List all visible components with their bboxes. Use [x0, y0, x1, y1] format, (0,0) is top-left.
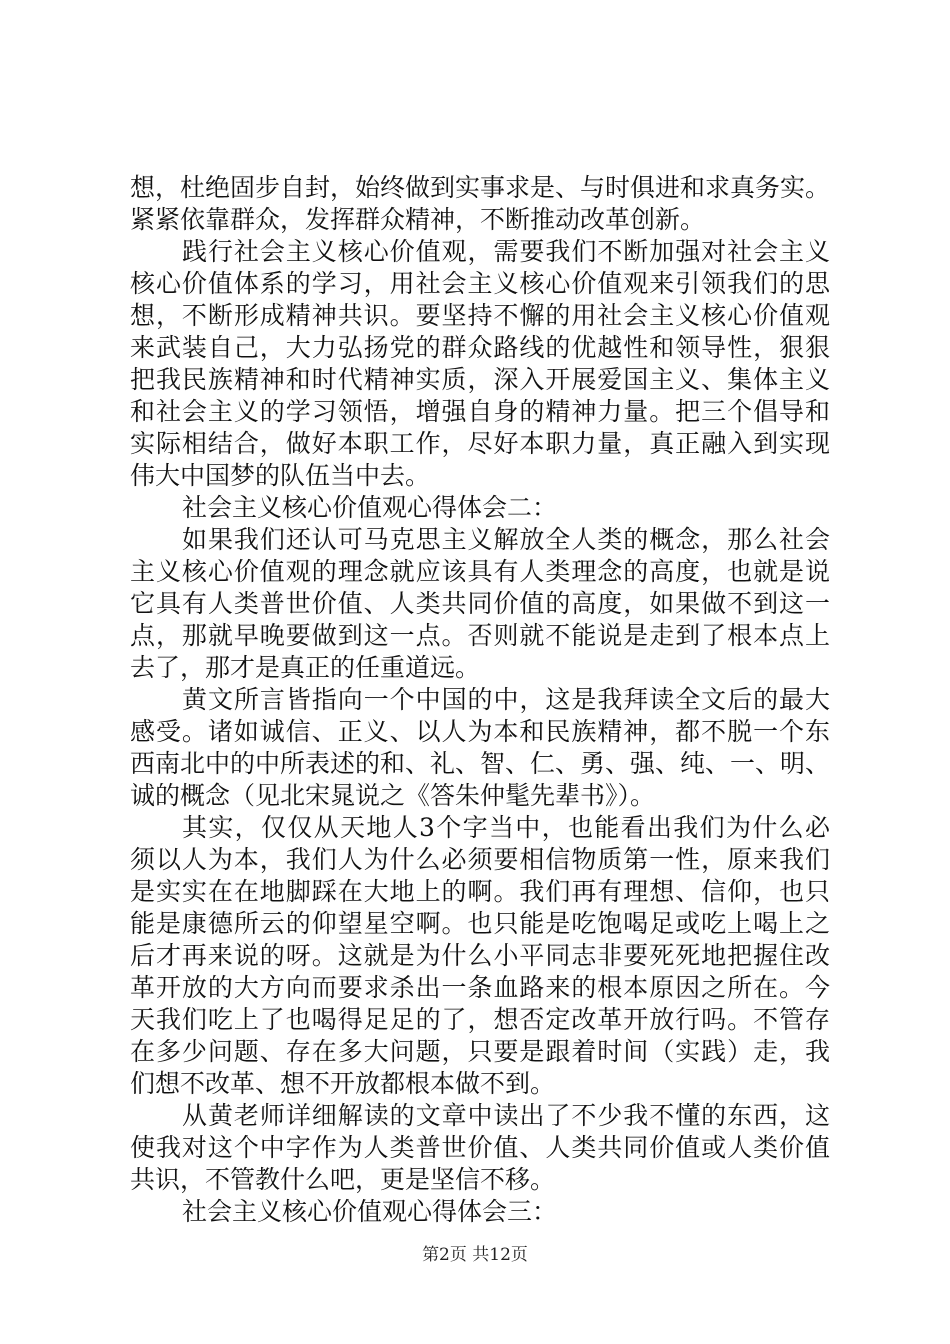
paragraph-start-line: 黄文所言皆指向一个中国的中，这是我拜读全文后的最大	[182, 685, 830, 714]
text-line: 使我对这个中字作为人类普世价值、人类共同价值或人类价值	[130, 1133, 830, 1162]
text-line: 西南北中的中所表述的和、礼、智、仁、勇、强、纯、一、明、	[130, 749, 830, 778]
text-line: 它具有人类普世价值、人类共同价值的高度，如果做不到这一	[130, 589, 830, 618]
paragraph-start-line: 从黄老师详细解读的文章中读出了不少我不懂的东西，这	[182, 1101, 830, 1130]
text-line: 诚的概念（见北宋晁说之《答朱仲髦先辈书》）。	[130, 781, 656, 810]
text-line: 后才再来说的呀。这就是为什么小平同志非要死死地把握住改	[130, 941, 830, 970]
text-line: 紧紧依靠群众，发挥群众精神，不断推动改革创新。	[130, 205, 706, 234]
text-line: 感受。诸如诚信、正义、以人为本和民族精神，都不脱一个东	[130, 717, 830, 746]
paragraph-start-line: 其实，仅仅从天地人3个字当中，也能看出我们为什么必	[182, 813, 830, 842]
text-line: 和社会主义的学习领悟，增强自身的精神力量。把三个倡导和	[130, 397, 830, 426]
text-line: 是实实在在地脚踩在大地上的啊。我们再有理想、信仰，也只	[130, 877, 830, 906]
text-line: 想，不断形成精神共识。要坚持不懈的用社会主义核心价值观	[130, 301, 830, 330]
document-body	[130, 172, 830, 1228]
text-line: 们想不改革、想不开放都根本做不到。	[130, 1069, 556, 1098]
text-line: 实际相结合，做好本职工作，尽好本职力量，真正融入到实现	[130, 429, 830, 458]
text-line: 主义核心价值观的理念就应该具有人类理念的高度，也就是说	[130, 557, 830, 586]
text-line: 核心价值体系的学习，用社会主义核心价值观来引领我们的思	[130, 269, 830, 298]
text-line: 想，杜绝固步自封，始终做到实事求是、与时俱进和求真务实。	[130, 173, 830, 202]
section-heading: 社会主义核心价值观心得体会二：	[182, 493, 558, 522]
paragraph-start-line: 践行社会主义核心价值观，需要我们不断加强对社会主义	[182, 237, 830, 266]
text-line: 伟大中国梦的队伍当中去。	[130, 461, 431, 490]
text-line: 革开放的大方向而要求杀出一条血路来的根本原因之所在。今	[130, 973, 830, 1002]
text-line: 来武装自己，大力弘扬党的群众路线的优越性和领导性，狠狠	[130, 333, 830, 362]
text-line: 在多少问题、存在多大问题，只要是跟着时间（实践）走，我	[130, 1037, 830, 1066]
text-line: 须以人为本，我们人为什么必须要相信物质第一性，原来我们	[130, 845, 830, 874]
text-line: 能是康德所云的仰望星空啊。也只能是吃饱喝足或吃上喝上之	[130, 909, 830, 938]
text-line: 共识，不管教什么吧，更是坚信不移。	[130, 1165, 556, 1194]
text-line: 点，那就早晚要做到这一点。否则就不能说是走到了根本点上	[130, 621, 830, 650]
section-heading: 社会主义核心价值观心得体会三：	[182, 1197, 558, 1226]
page-number-footer: 第2页 共12页	[422, 1245, 528, 1265]
text-line: 把我民族精神和时代精神实质，深入开展爱国主义、集体主义	[130, 365, 830, 394]
text-line: 天我们吃上了也喝得足足的了，想否定改革开放行吗。不管存	[130, 1005, 830, 1034]
paragraph-start-line: 如果我们还认可马克思主义解放全人类的概念，那么社会	[182, 525, 830, 554]
text-line: 去了，那才是真正的任重道远。	[130, 653, 481, 682]
